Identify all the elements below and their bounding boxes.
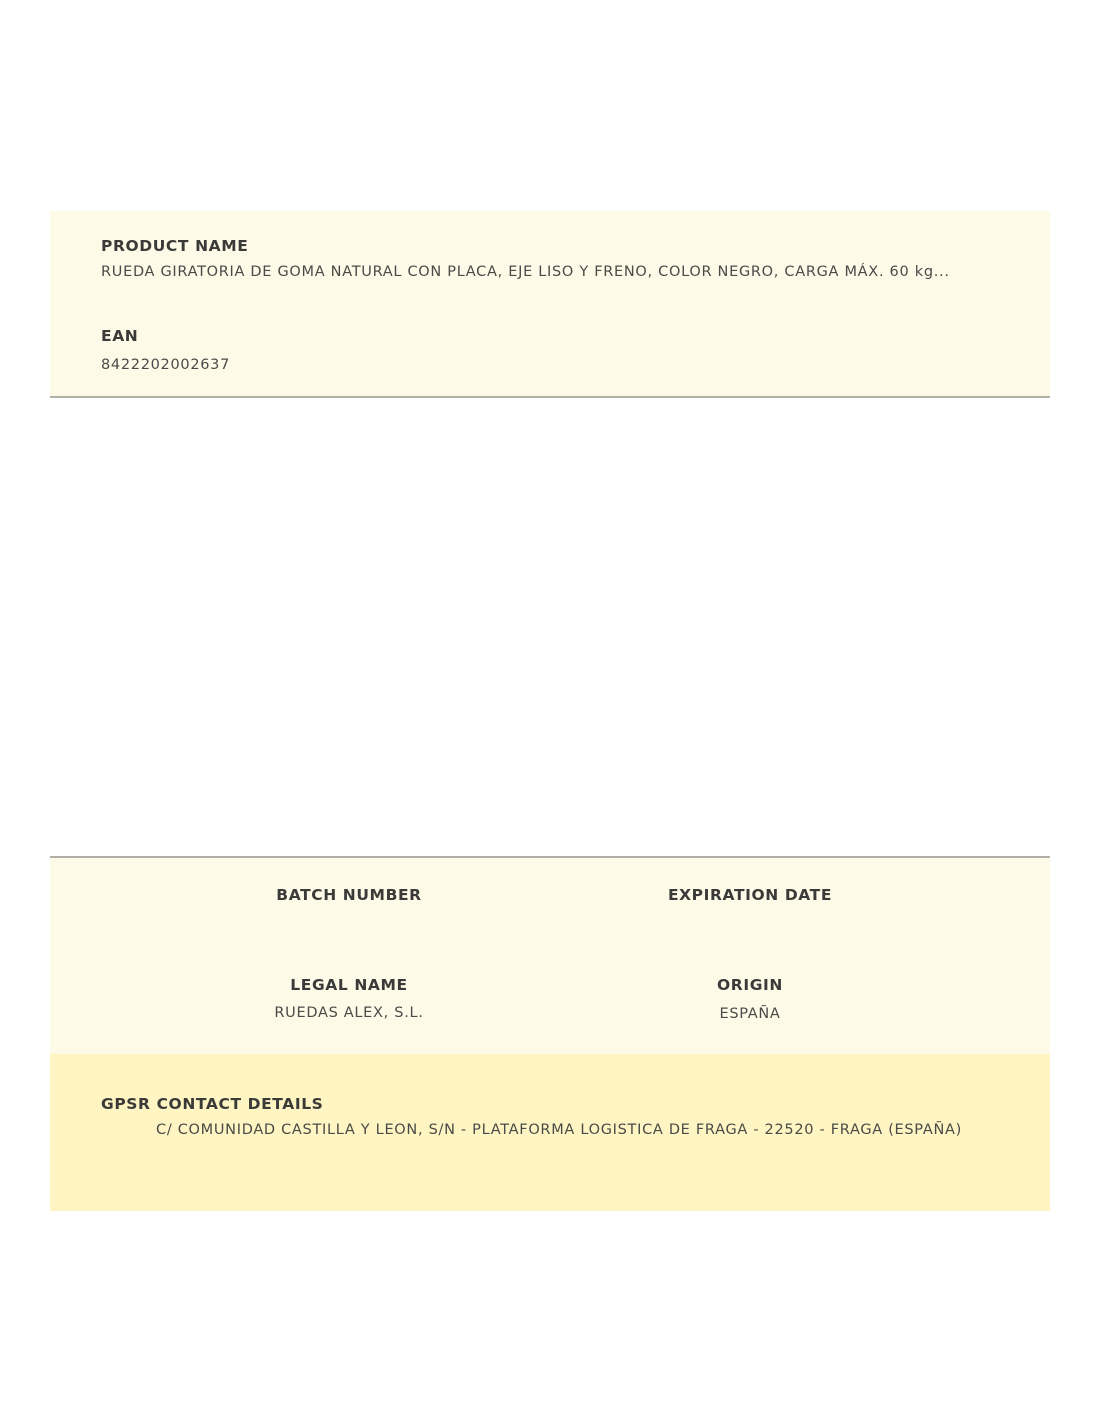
legal-name-label: LEGAL NAME [290,976,408,994]
product-details-panel [50,856,1050,1056]
origin-value: ESPAÑA [719,1006,781,1022]
expiration-date-label: EXPIRATION DATE [667,886,833,904]
product-name-value: RUEDA GIRATORIA DE GOMA NATURAL CON PLACA, EJE LISO Y FRENO, COLOR NEGRO, CARGA MÁX. 60 kg... [101,264,950,280]
legal-name-value: RUEDAS ALEX, S.L. [274,1005,424,1021]
gpsr-contact-value: C/ COMUNIDAD CASTILLA Y LEON, S/N - PLATAFORMA LOGISTICA DE FRAGA - 22520 - FRAGA (ESPAÑA) [156,1122,962,1138]
product-name-label: PRODUCT NAME [101,237,249,255]
gpsr-contact-label: GPSR CONTACT DETAILS [101,1095,324,1113]
product-info-panel [50,211,1050,398]
gpsr-contact-panel [50,1054,1050,1211]
origin-label: ORIGIN [717,976,783,994]
batch-number-label: BATCH NUMBER [276,886,422,904]
ean-value: 8422202002637 [101,357,231,373]
ean-label: EAN [101,327,139,345]
